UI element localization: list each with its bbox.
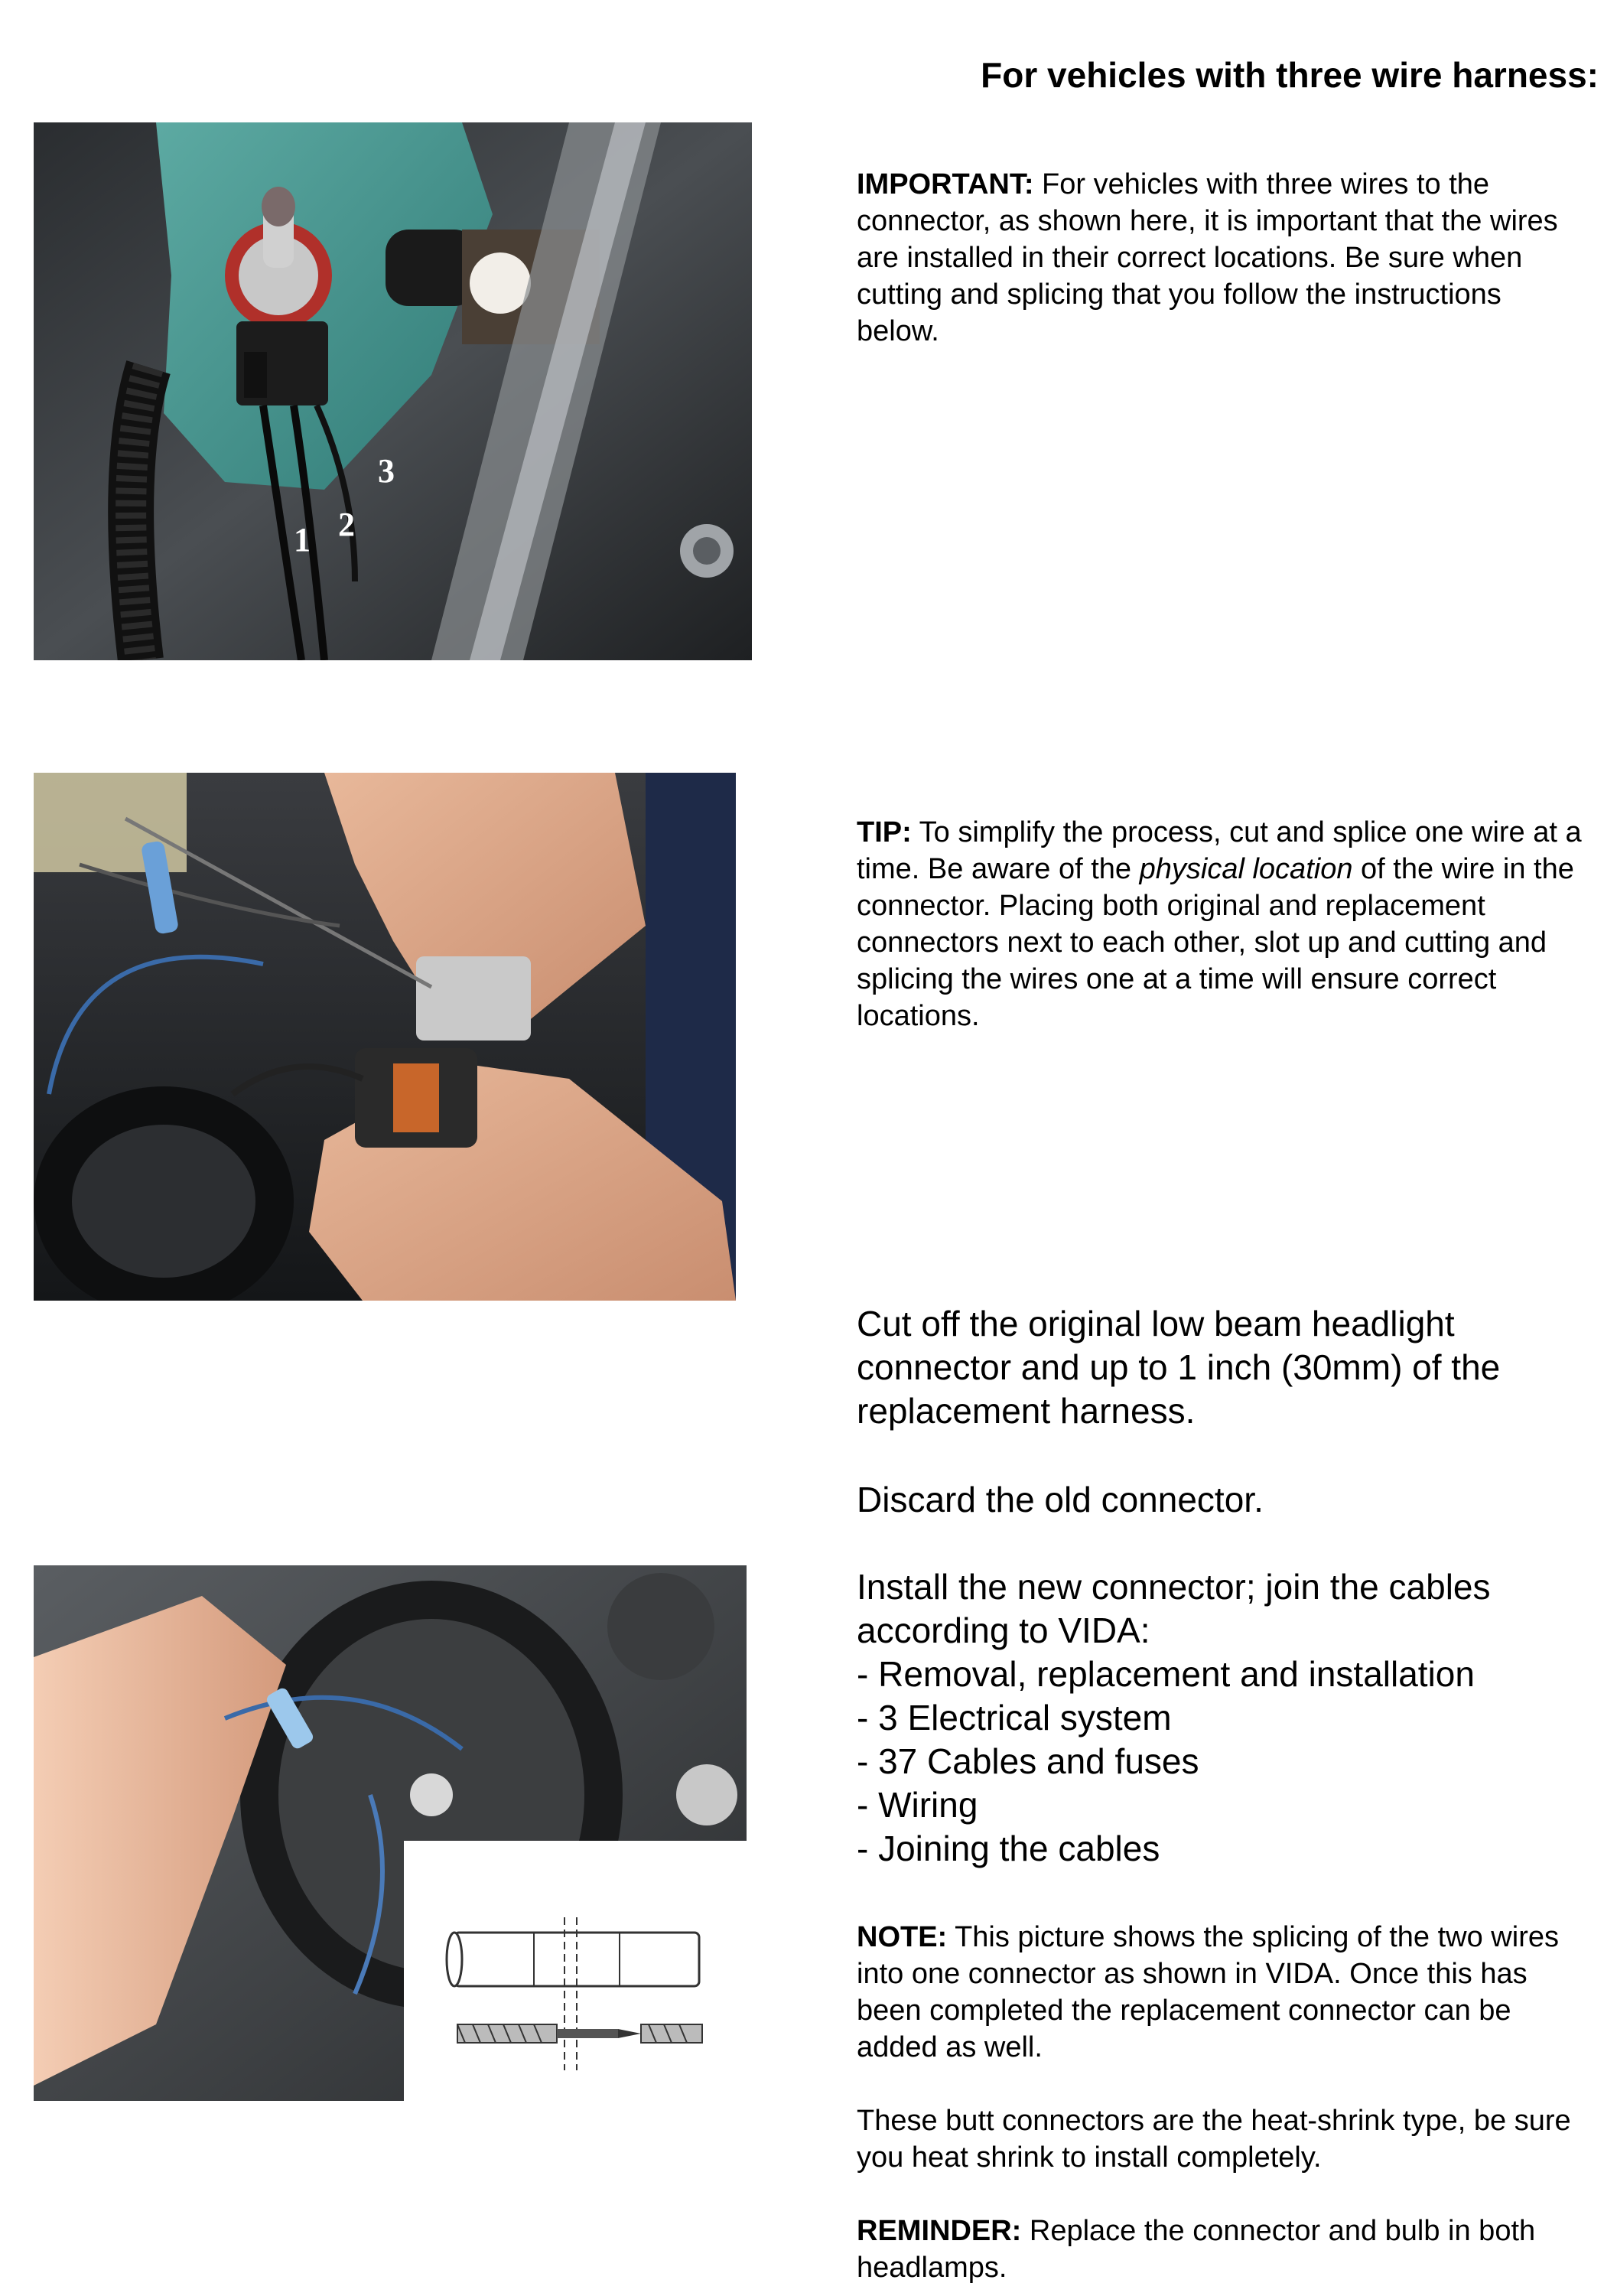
- tip-emphasis: physical location: [1139, 853, 1353, 885]
- vida-step: - Removal, replacement and installation: [857, 1654, 1475, 1694]
- install-intro: Install the new connector; join the cables according to VIDA:: [857, 1567, 1491, 1650]
- tip-text-before: To simplify the process, cut and splice one wire at a time. Be aware of the: [857, 816, 1582, 885]
- discard-instruction: Discard the old connector.: [857, 1480, 1264, 1519]
- vida-step: - 37 Cables and fuses: [857, 1741, 1199, 1781]
- splice-diagram-inset: [404, 1841, 747, 2101]
- photo-splicing-headlamp: [34, 1565, 747, 2101]
- photo-three-wire-connector: [34, 122, 752, 660]
- vida-step: - Joining the cables: [857, 1829, 1160, 1868]
- important-text: For vehicles with three wires to the connector, as shown here, it is important that the wires are installed in their correct locations. Be sure when cutting and splicing that you follow the instructions below.: [857, 168, 1558, 347]
- important-paragraph: [857, 166, 1576, 350]
- vida-step: - Wiring: [857, 1785, 978, 1825]
- note-paragraph: [857, 1919, 1591, 2066]
- wire-label-3: 3: [378, 452, 395, 490]
- wire-label-1: 1: [294, 521, 311, 559]
- reminder-paragraph: [857, 2213, 1614, 2286]
- tip-text-after: of the wire in the connector. Placing both original and replacement connectors next to each other, slot up and cutting and splicing the wires one at a time will ensure correct locations.: [857, 853, 1574, 1032]
- note-label: NOTE:: [857, 1921, 948, 1953]
- important-label: IMPORTANT:: [857, 168, 1034, 200]
- tip-label: TIP:: [857, 816, 912, 848]
- butt-connectors-paragraph: These butt connectors are the heat-shrink type, be sure you heat shrink to install completely.: [857, 2105, 1571, 2174]
- photo-connectors-in-hands: [34, 773, 736, 1301]
- page-title: For vehicles with three wire harness:: [981, 55, 1599, 95]
- wire-label-2: 2: [338, 506, 355, 543]
- vida-step: - 3 Electrical system: [857, 1698, 1172, 1737]
- reminder-label: REMINDER:: [857, 2215, 1022, 2247]
- reminder-text: Replace the connector and bulb in both headlamps.: [857, 2215, 1536, 2284]
- tip-paragraph: [857, 814, 1591, 1034]
- note-text: This picture shows the splicing of the two wires into one connector as shown in VIDA. Once this has been completed the replacement connector can be added as well.: [857, 1921, 1559, 2063]
- cut-instruction: Cut off the original low beam headlight connector and up to 1 inch (30mm) of the replacement harness.: [857, 1304, 1501, 1431]
- install-instruction: [857, 1565, 1591, 1871]
